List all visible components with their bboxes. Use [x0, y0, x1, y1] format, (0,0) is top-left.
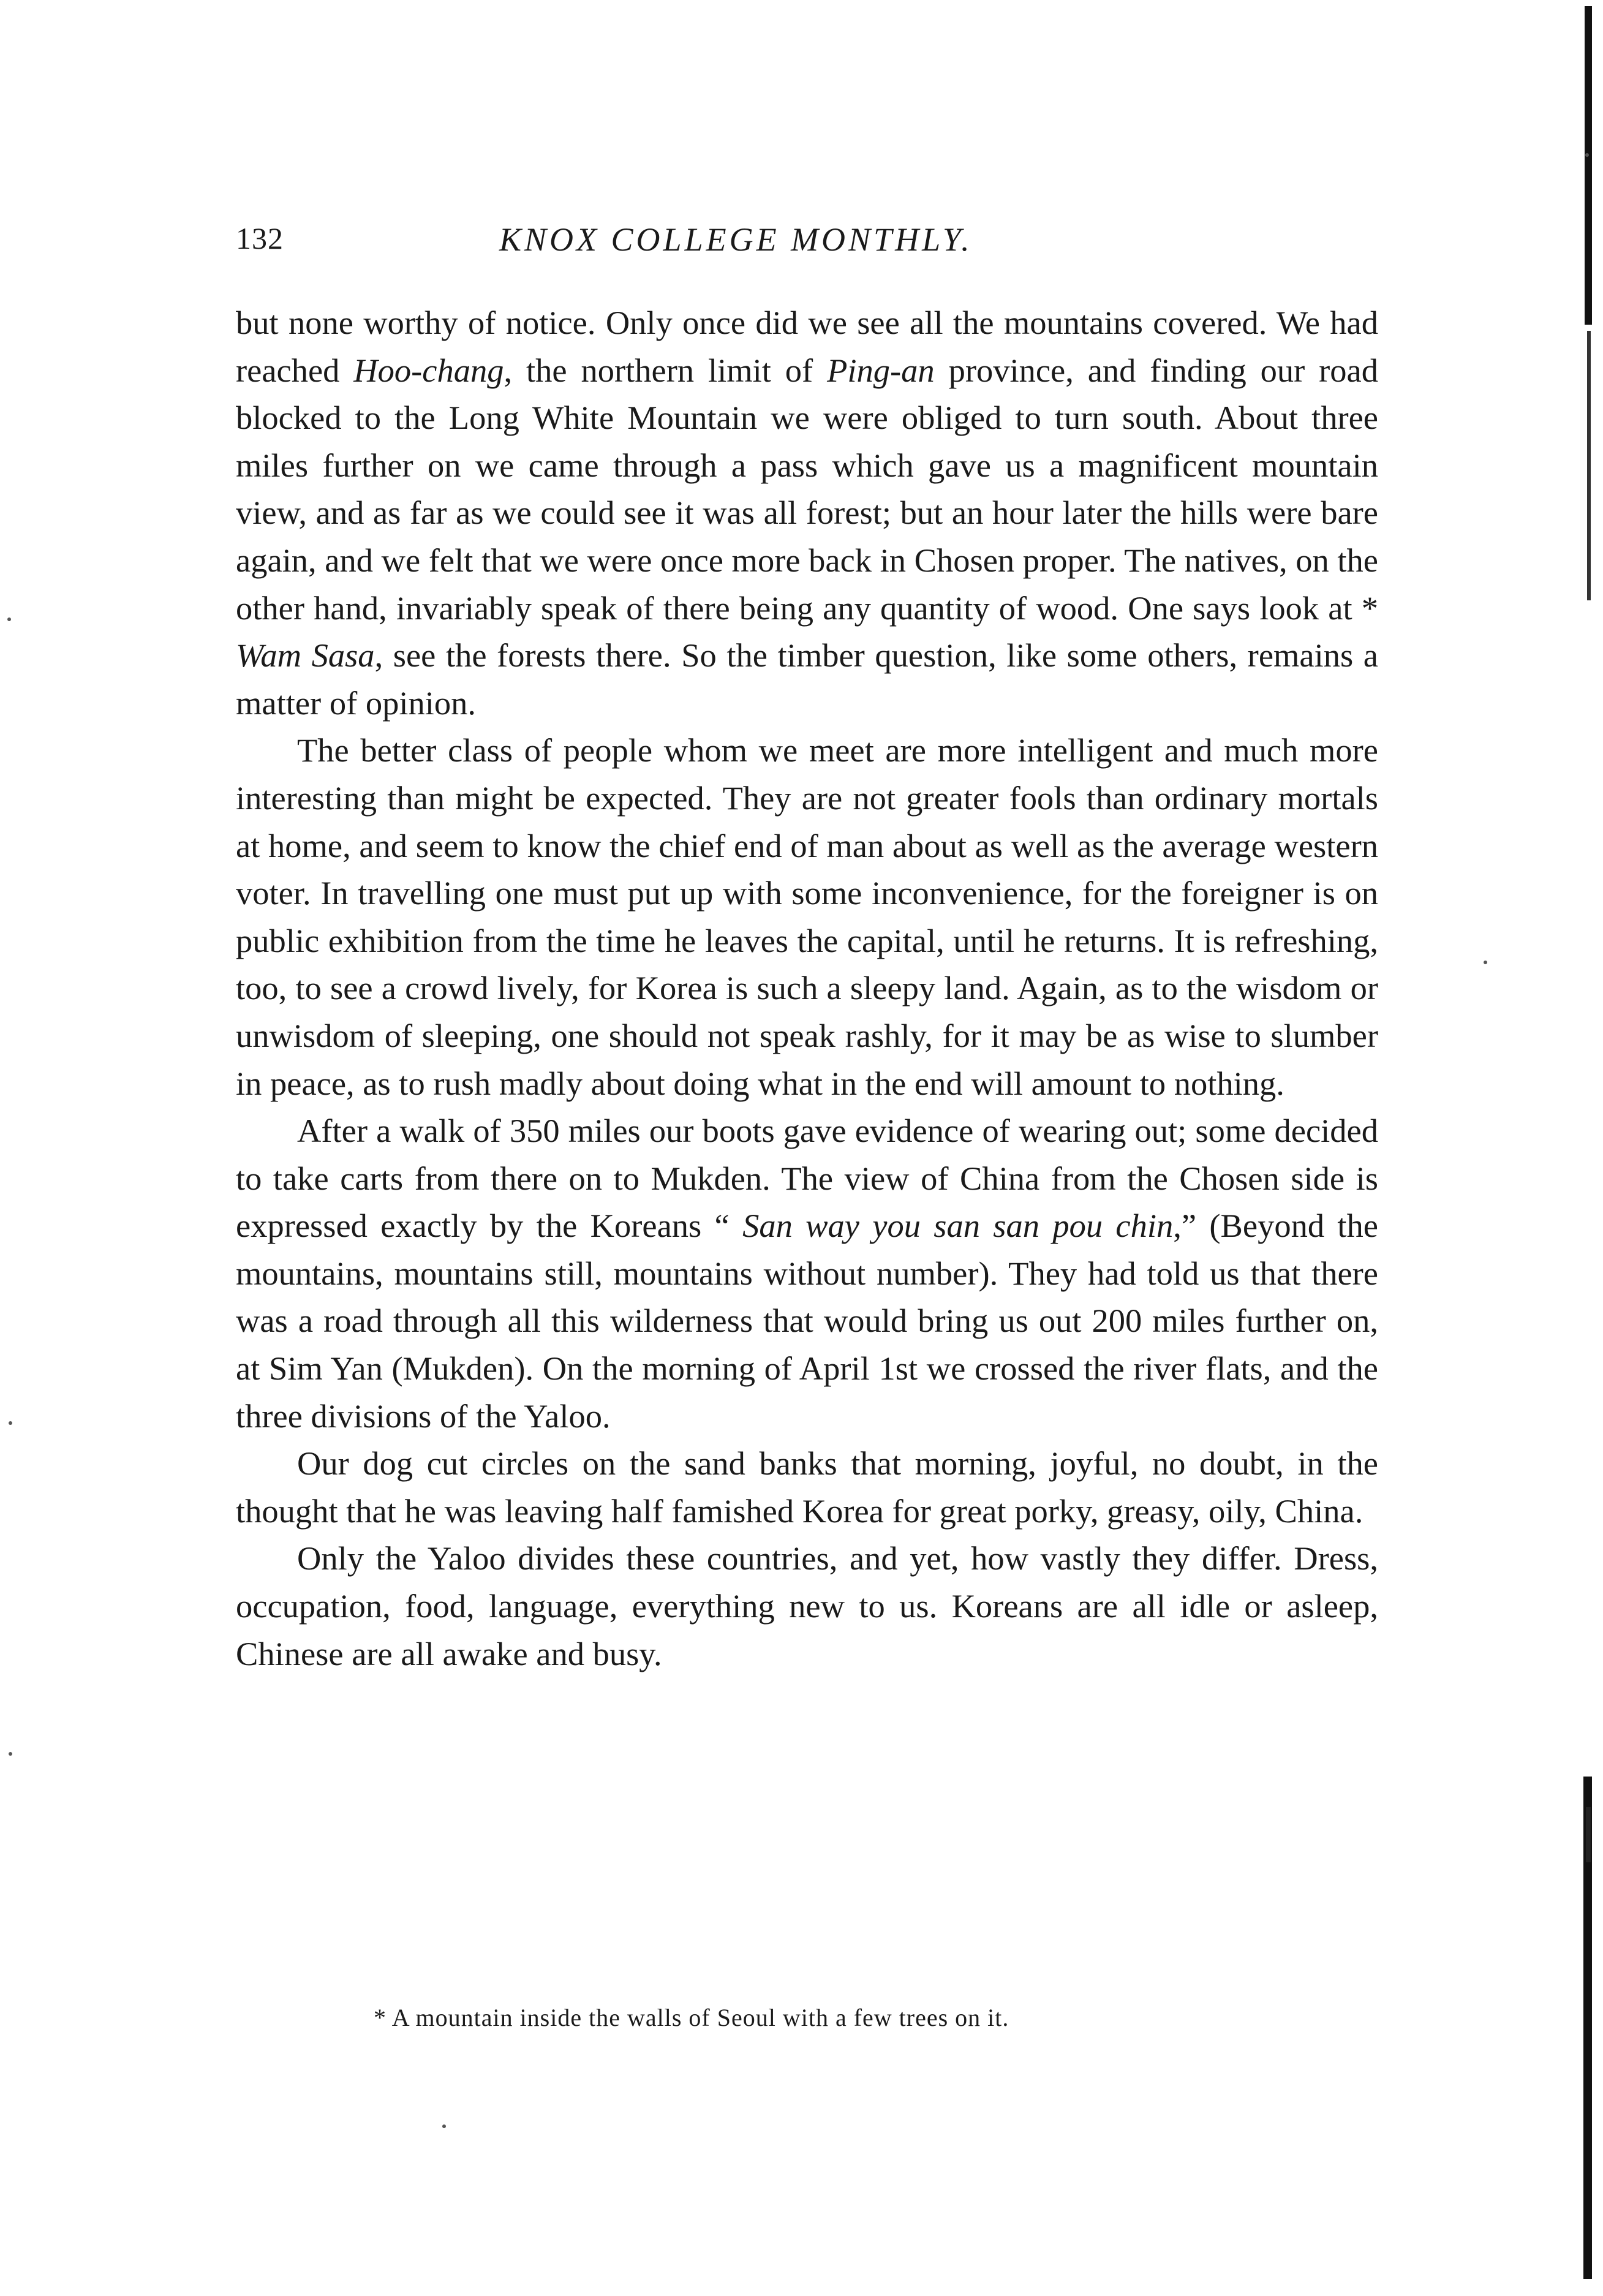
scan-edge-shadow	[1587, 331, 1591, 600]
scan-edge-shadow	[1586, 1807, 1591, 1862]
scan-speck	[9, 1421, 12, 1425]
paragraph	[236, 1440, 1378, 1535]
footnote: * A mountain inside the walls of Seoul with a few trees on it.	[374, 2004, 1009, 2031]
italic-phrase: Wam Sasa	[236, 636, 375, 674]
text-run: province, and finding our road blocked to the Long White Mountain we were obliged to turn south. About three miles further on we came through a pass which gave us a magnificent mountain view, and as far as we could see it was all forest; but an hour later the hills were bare again, and we felt that we were once more back in Chosen proper. The natives, on the other hand, invariably speak of there being any quantity of wood. One says look at *	[236, 351, 1378, 627]
page-number: 132	[236, 221, 284, 255]
italic-phrase: Hoo-chang	[353, 351, 504, 389]
scan-speck	[1585, 153, 1589, 157]
scan-speck	[9, 1752, 12, 1756]
scan-speck	[442, 2124, 446, 2128]
text-run: After a walk of 350 miles our boots gave evidence of wearing out; some decided to take carts from there on to Mukden. The view of China from the Chosen side is expressed exactly by the Koreans “	[236, 1112, 1378, 1245]
text-run: Only the Yaloo divides these countries, and yet, how vastly they differ. Dress, occupation, food, language, everything new to us. Koreans are all idle or asleep, Chinese are all awake and busy.	[236, 1539, 1378, 1672]
scan-edge-shadow	[1585, 6, 1592, 325]
scan-speck	[7, 617, 11, 621]
text-run: Our dog cut circles on the sand banks that morning, joyful, no doubt, in the thought that he was leaving half famished Korea for great porky, greasy, oily, China.	[236, 1444, 1378, 1530]
text-run: ,” (Beyond the mountains, mountains still, mountains without number). They had told us that there was a road through all this wilderness that would bring us out 200 miles further on, at Sim Yan (Mukden). On the morning of April 1st we crossed the river flats, and the three divisions of the Yaloo.	[236, 1207, 1378, 1435]
paragraph	[236, 727, 1378, 1107]
text-run: The better class of people whom we meet are more intelligent and much more interesting than might be expected. They are not greater fools than ordinary mortals at home, and seem to know the chief end of man about as well as the average western voter. In travelling one must put up with some inconvenience, for the foreigner is on public exhibition from the time he leaves the capital, until he returns. It is refreshing, too, to see a crowd lively, for Korea is such a sleepy land. Again, as to the wisdom or unwisdom of sleeping, one should not speak rashly, for it may be as wise to slumber in peace, as to rush madly about doing what in the end will amount to nothing.	[236, 731, 1378, 1102]
text-run: , the northern limit of	[504, 351, 828, 389]
paragraph	[236, 1535, 1378, 1677]
text-run: but none worthy of notice. Only once did we see all the mountains covered. We had reached	[236, 304, 1378, 389]
text-run: , see the forests there. So the timber question, like some others, remains a matter of opinion.	[236, 636, 1378, 722]
running-head	[236, 221, 1381, 263]
journal-title: KNOX COLLEGE MONTHLY.	[499, 221, 973, 258]
scan-speck	[1484, 961, 1487, 964]
article-body	[236, 299, 1378, 1677]
paragraph	[236, 1107, 1378, 1440]
italic-phrase: Ping-an	[827, 351, 935, 389]
italic-phrase: San way you san san pou chin	[742, 1207, 1174, 1245]
paragraph	[236, 299, 1378, 727]
